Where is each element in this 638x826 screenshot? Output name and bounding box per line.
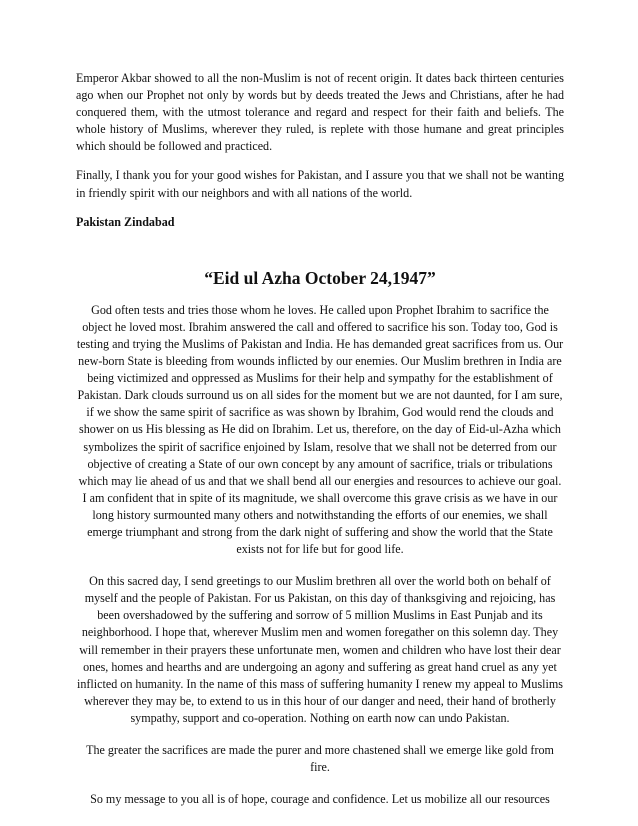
body-paragraph-3: The greater the sacrifices are made the purer and more chastened shall we emerge like gold from fire. — [86, 743, 554, 775]
document-page — [76, 70, 564, 808]
body-paragraph-4: So my message to you all is of hope, courage and confidence. Let us mobilize all our resources — [90, 792, 550, 807]
speech-title: “Eid ul Azha October 24,1947” — [204, 267, 436, 288]
intro-paragraph-1: Emperor Akbar showed to all the non-Muslim is not of recent origin. It dates back thirteen centuries ago when our Prophet not only by words but by deeds treated the Jews and Christians, after he had conquered them, with the utmost tolerance and regard and respect for their faith and beliefs. The whole history of Muslims, wherever they ruled, is replete with those humane and great principles which should be followed and practiced. — [76, 71, 564, 154]
intro-paragraph-2: Finally, I thank you for your good wishes for Pakistan, and I assure you that we shall not be wanting in friendly spirit with our neighbors and with all nations of the world. — [76, 168, 564, 200]
closing-slogan: Pakistan Zindabad — [76, 214, 175, 229]
body-paragraph-1: God often tests and tries those whom he loves. He called upon Prophet Ibrahim to sacrifice the object he loved most. Ibrahim answered the call and offered to sacrifice his son. Today too, God is testing and trying the Muslims of Pakistan and India. He has demanded great sacrifices from us. Our new-born State is bleeding from wounds inflicted by our enemies. Our Muslim brethren in India are being victimized and oppressed as Muslims for their help and sympathy for the establishment of Pakistan. Dark clouds surround us on all sides for the moment but we are not daunted, for I am sure, if we show the same spirit of sacrifice as was shown by Ibrahim, God would rend the clouds and shower on us His blessing as He did on Ibrahim. Let us, therefore, on the day of Eid-ul-Azha which symbolizes the spirit of sacrifice enjoined by Islam, resolve that we shall not be deterred from our objective of creating a State of our own concept by any amount of sacrifice, trials or tribulations which may lie ahead of us and that we shall bend all our energies and resources to achieve our goal. I am confident that in spite of its magnitude, we shall overcome this grave crisis as we have in our long history surmounted many others and notwithstanding the efforts of our enemies, we shall emerge triumphant and strong from the dark night of suffering and show the world that the State exists not for life but for good life. — [76, 302, 564, 557]
body-paragraph-2: On this sacred day, I send greetings to our Muslim brethren all over the world both on behalf of myself and the people of Pakistan. For us Pakistan, on this day of thanksgiving and rejoicing, has been overshadowed by the suffering and sorrow of 5 million Muslims in East Punjab and its neighborhood. I hope that, wherever Muslim men and women foregather on this solemn day. They will remember in their prayers these unfortunate men, women and children who have lost their dear ones, homes and hearths and are undergoing an agony and suffering as great hand cruel as any yet inflicted on humanity. In the name of this mass of suffering humanity I renew my appeal to Muslims wherever they may be, to extend to us in this hour of our danger and need, their hand of brotherly sympathy, support and co-operation. Nothing on earth now can undo Pakistan. — [76, 574, 563, 725]
